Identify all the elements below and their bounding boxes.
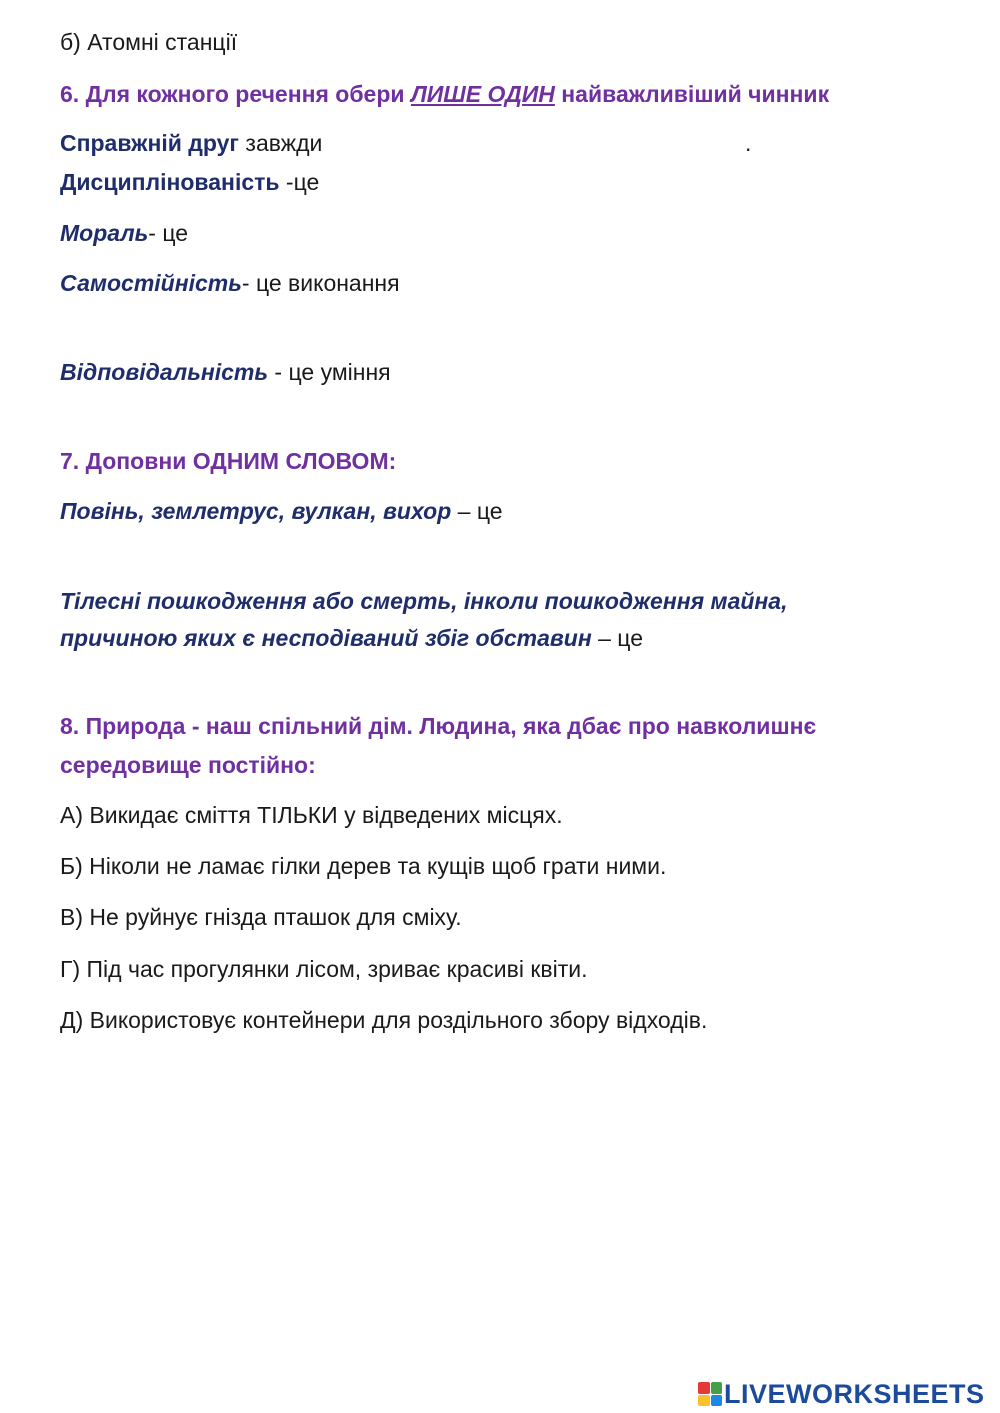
item-text: – це (451, 498, 503, 524)
top-item: б) Атомні станції (60, 29, 238, 55)
section8-heading-line1: 8. Природа - наш спільний дім. Людина, яка дбає про навколишнє (60, 713, 817, 739)
section6-item-4 (60, 268, 400, 298)
option-a: А) Викидає сміття ТІЛЬКИ у відведених місцях. (60, 802, 563, 828)
option-c: В) Не руйнує гнізда пташок для сміху. (60, 904, 462, 930)
liveworksheets-logo (698, 1378, 985, 1410)
logo-icon (698, 1382, 722, 1406)
section8-heading-line2: середовище постійно: (60, 752, 316, 778)
item-text: - це (148, 220, 189, 246)
section6-item-5 (60, 357, 391, 387)
trailing-dot: . (745, 130, 752, 156)
item-text: - це виконання (241, 270, 400, 296)
section6-item-1 (60, 128, 322, 158)
section7-item-1 (60, 496, 503, 526)
item-text: - це уміння (268, 359, 391, 385)
option-d: Г) Під час прогулянки лісом, зриває красиві квіти. (60, 956, 588, 982)
section7-heading: 7. Доповни ОДНИМ СЛОВОМ: (60, 448, 397, 474)
item-term: Відповідальність (60, 359, 269, 385)
option-b: Б) Ніколи не ламає гілки дерев та кущів щоб грати ними. (60, 853, 667, 879)
section6-heading-end: найважливіший чинник (554, 81, 830, 107)
item-term: Справжній друг (60, 130, 240, 156)
section6-item-3 (60, 218, 188, 248)
section6-heading-start: 6. Для кожного речення обери (60, 81, 411, 107)
item-term: Мораль (60, 220, 149, 246)
section7-item-2-line1: Тілесні пошкодження або смерть, інколи пошкодження майна, (60, 588, 788, 614)
item-term: Повінь, землетрус, вулкан, вихор (60, 498, 452, 524)
option-e: Д) Використовує контейнери для роздільного збору відходів. (60, 1007, 708, 1033)
item-term: Самостійність (60, 270, 242, 296)
section6-heading (60, 79, 829, 109)
item-text: завжди (239, 130, 323, 156)
section7-item-2-line2 (60, 623, 643, 653)
item-text: -це (279, 169, 320, 195)
logo-text: LIVEWORKSHEETS (724, 1378, 985, 1409)
section6-heading-emphasis: ЛИШЕ ОДИН (410, 81, 555, 107)
item-text: – це (591, 625, 643, 651)
item-term: Дисциплінованість (60, 169, 280, 195)
item-term: причиною яких є несподіваний збіг обставин (60, 625, 592, 651)
section6-item-2 (60, 167, 319, 197)
